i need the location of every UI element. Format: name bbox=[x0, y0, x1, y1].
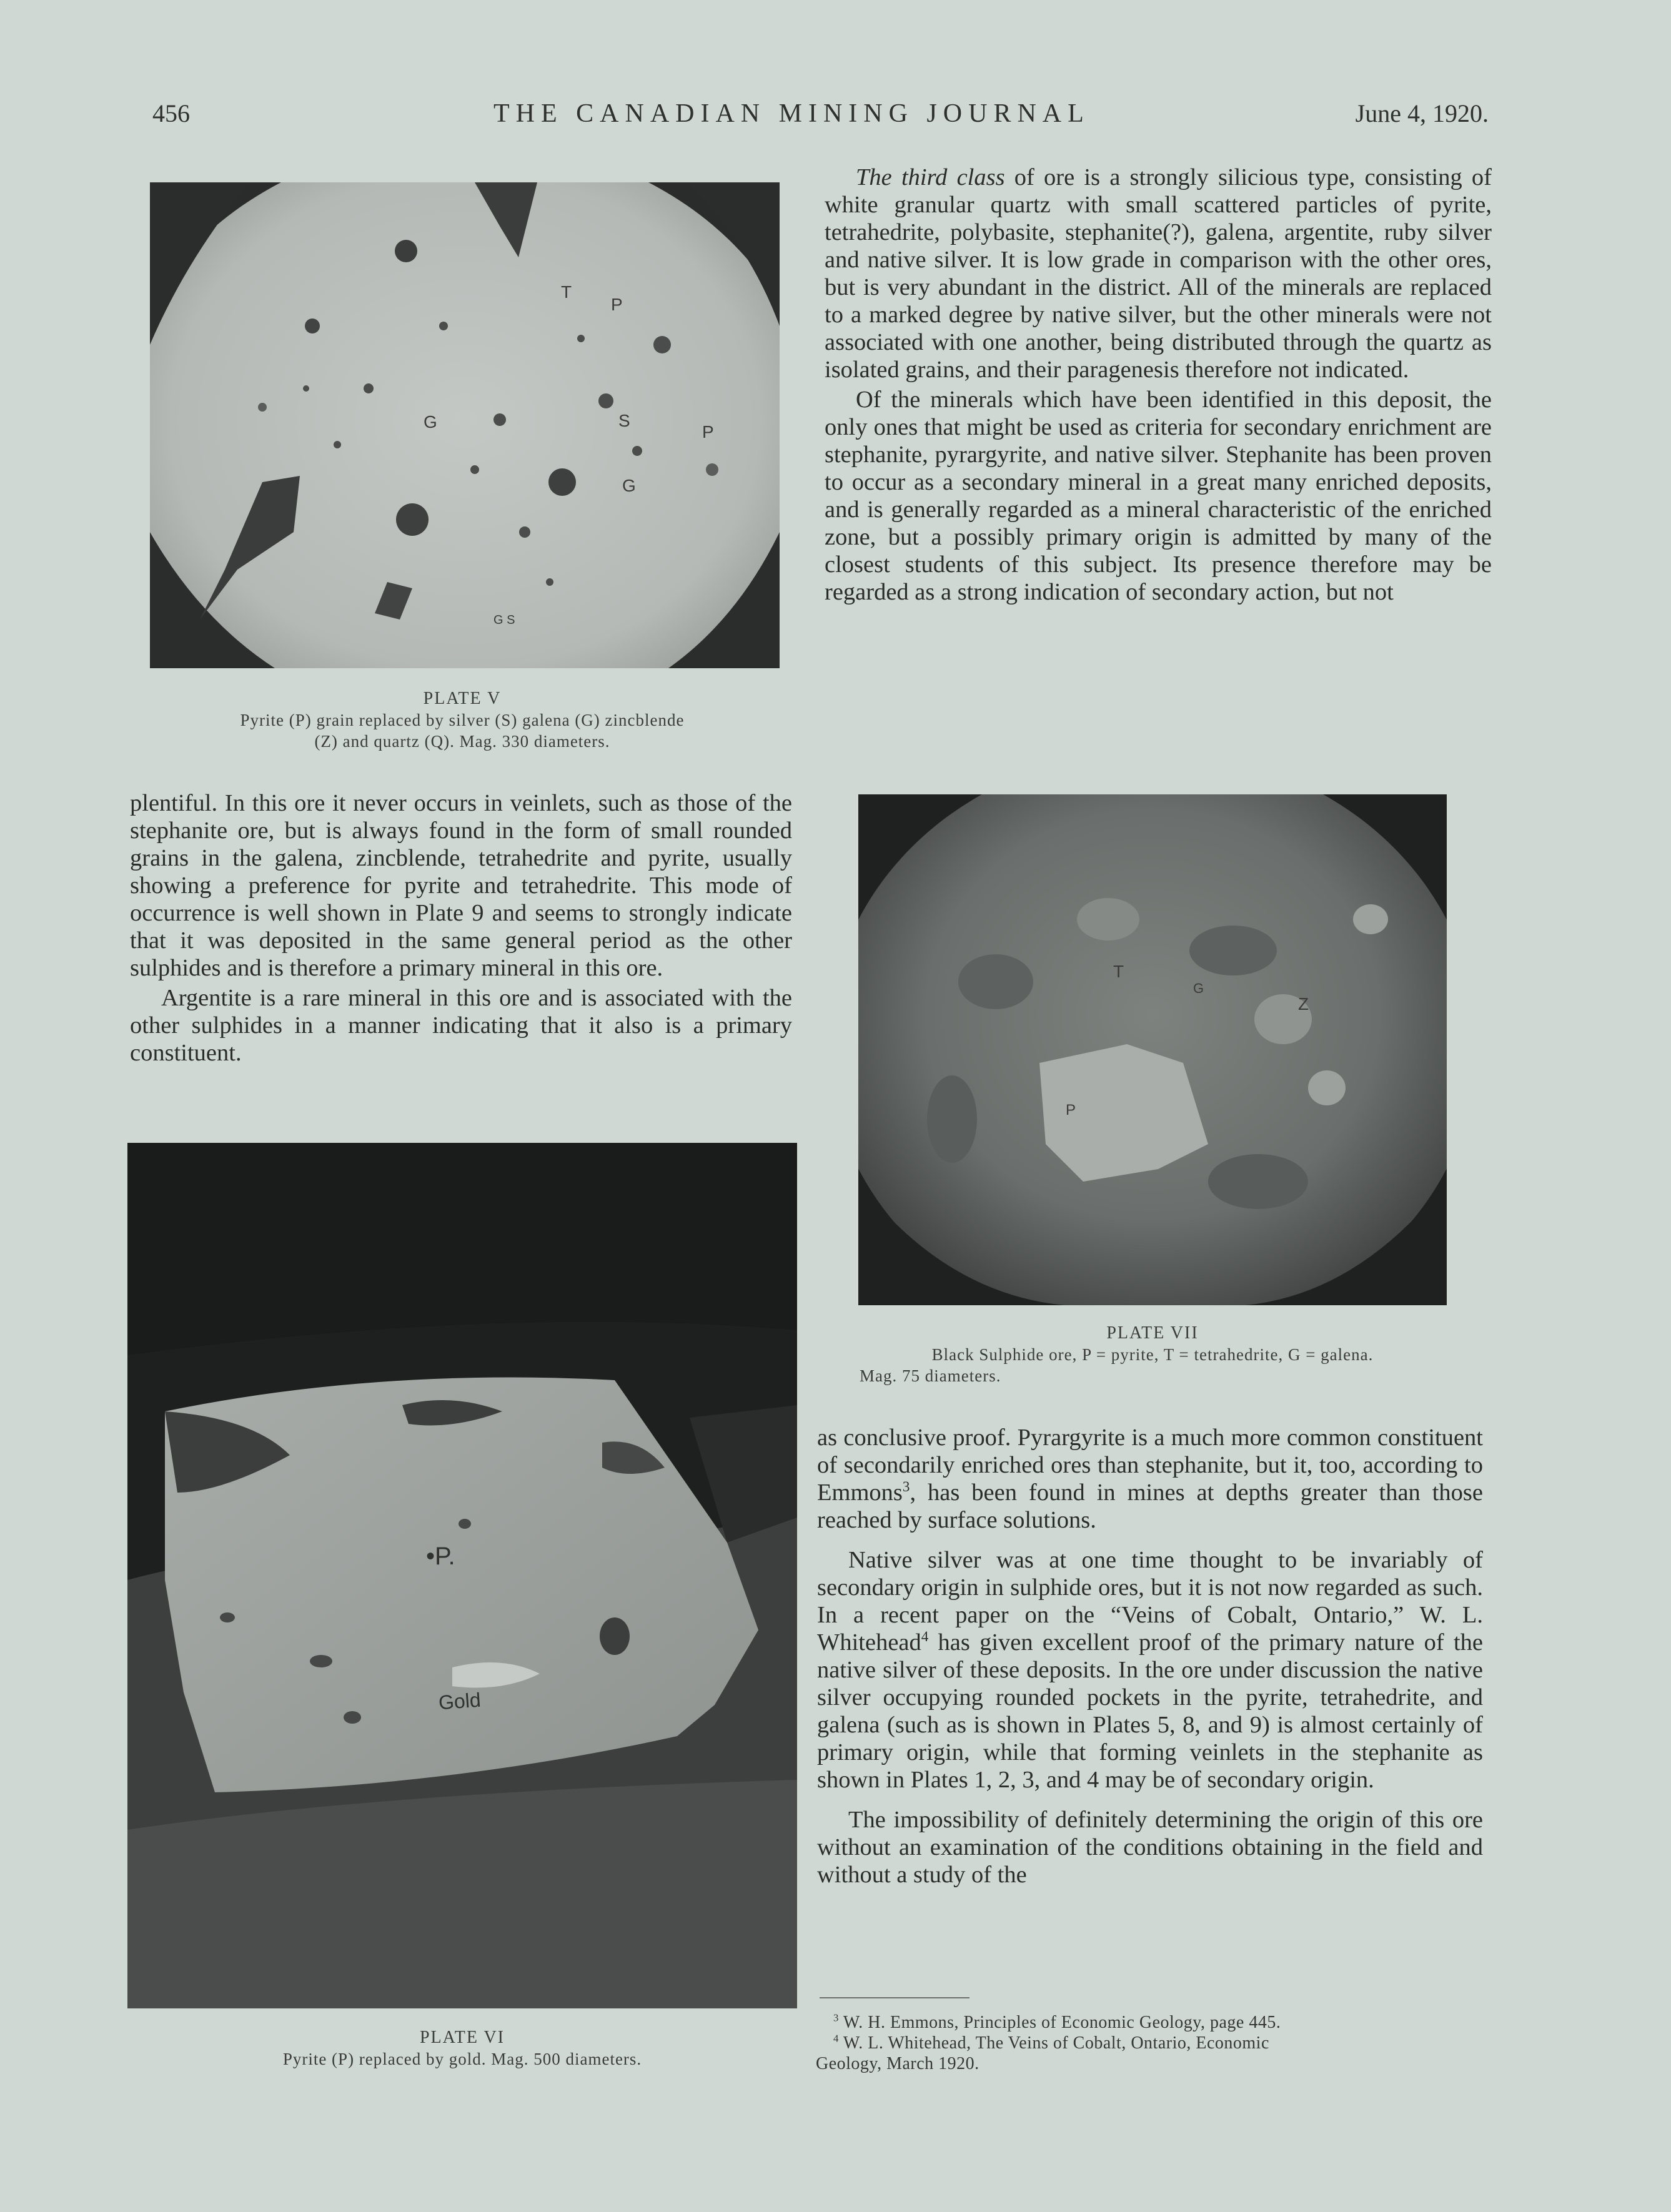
footnote-4 bbox=[833, 2033, 1489, 2053]
plate5-micrograph bbox=[150, 182, 780, 668]
plate6-photo bbox=[127, 1143, 797, 2008]
plate7-micrograph bbox=[858, 794, 1447, 1305]
plate5-label-t: T bbox=[561, 282, 572, 302]
right-column-bottom bbox=[817, 1424, 1483, 1889]
left-column-middle bbox=[130, 789, 792, 1067]
plate5-label-p1: P bbox=[611, 295, 623, 314]
page-number: 456 bbox=[152, 99, 190, 127]
footnote-ref-4: 4 bbox=[921, 1628, 929, 1645]
paragraph-plentiful: plentiful. In this ore it never occurs in veinlets, such as those of the stephanite ore, but is always found in the form of small rounded grains in the galena, zincblende, tetrahedrite and pyrite, usually showing a preference for pyrite and tetrahedrite. This mode of occurrence is well shown in Plate 9 and seems to strongly indicate that it was deposited in the same general period as the other sulphides and is therefore a primary mineral in this ore. bbox=[130, 790, 792, 981]
plate6-label-p: •P. bbox=[426, 1543, 455, 1570]
plate7-label-t: T bbox=[1113, 962, 1124, 981]
paragraph-criteria: Of the minerals which have been identified in this deposit, the only ones that might be used as criteria for secondary enrichment are stephanite, pyrargyrite, and native silver. Stephanite has been proven to occur as a secondary mineral in a great many enriched deposits, and is generally regarded as a mineral characteristic of the enriched zone, but a possibly primary origin is admitted by many of the closest students of this subject. Its presence therefore may be regarded as a strong indication of secondary action, but not bbox=[825, 387, 1492, 605]
plate7-caption bbox=[818, 1323, 1487, 1386]
plate5-label-g1: G bbox=[424, 412, 437, 432]
plate7-photo bbox=[858, 794, 1447, 1305]
footnote-4-text-a: W. L. Whitehead, The Veins of Cobalt, Ontario, Economic bbox=[838, 2033, 1269, 2053]
plate5-label-gs: G S bbox=[493, 613, 515, 627]
plate6-micrograph bbox=[127, 1143, 797, 2008]
footnote-4-continued: Geology, March 1920. bbox=[816, 2054, 979, 2073]
paragraph-conclusive-proof bbox=[817, 1424, 1483, 1534]
paragraph-native-silver bbox=[817, 1546, 1483, 1794]
issue-date: June 4, 1920. bbox=[1355, 99, 1489, 127]
plate6-caption bbox=[125, 2027, 800, 2070]
plate6-title: PLATE VI bbox=[419, 2028, 505, 2047]
plate6-caption-text: Pyrite (P) replaced by gold. Mag. 500 diameters. bbox=[282, 2050, 642, 2068]
native-silver-text-b: has given excellent proof of the primary nature of the native silver of these deposits. In the ore under discussion the native silver occupying rounded pockets in the pyrite, tetrahedrite, and galena (such as is shown in Plates 5, 8, and 9) is almost certainly of primary origin, while that forming veinlets in the stephanite as shown in Plates 1, 2, 3, and 4 may be of secondary origin. bbox=[817, 1629, 1483, 1793]
plate5-label-p2: P bbox=[702, 422, 714, 442]
plate7-title: PLATE VII bbox=[1106, 1323, 1199, 1343]
plate5-caption bbox=[112, 688, 812, 752]
right-column-top bbox=[825, 164, 1492, 606]
plate7-label-z: Z bbox=[1298, 994, 1309, 1014]
footnote-rule bbox=[820, 1997, 969, 1998]
plate7-caption-line1: Black Sulphide ore, P = pyrite, T = tetrahedrite, G = galena. bbox=[931, 1345, 1374, 1364]
native-silver-text-a: Native silver was at one time thought to be invariably of secondary origin in sulphide ores, but it is not now regarded as such. In a recent paper on the “Veins of Cobalt, Ontario,” W. L. Whitehead bbox=[817, 1547, 1483, 1656]
paragraph-argentite: Argentite is a rare mineral in this ore and is associated with the other sulphides in a manner indicating that it also is a primary constituent. bbox=[130, 985, 792, 1066]
plate5-title: PLATE V bbox=[423, 689, 502, 708]
plate6-label-gold: Gold bbox=[437, 1688, 482, 1714]
conclusive-proof-text-a: as conclusive proof. Pyrargyrite is a much more common constituent of secondarily enriched ores than stephanite, but it, too, according to Emmons bbox=[817, 1424, 1483, 1506]
plate7-label-g: G bbox=[1193, 980, 1204, 996]
footnote-ref-3: 3 bbox=[902, 1478, 910, 1495]
plate7-caption-line2: Mag. 75 diameters. bbox=[860, 1366, 1001, 1385]
footnote-3-mark: 3 bbox=[833, 2012, 839, 2024]
footnote-3-text: W. H. Emmons, Principles of Economic Geology, page 445. bbox=[838, 2013, 1281, 2032]
plate5-caption-line2: (Z) and quartz (Q). Mag. 330 diameters. bbox=[314, 732, 610, 751]
plate5-label-g2: G bbox=[622, 476, 636, 495]
plate7-label-p: P bbox=[1066, 1102, 1076, 1118]
plate5-label-s: S bbox=[618, 411, 630, 430]
footnote-4-mark: 4 bbox=[833, 2032, 839, 2045]
paragraph-impossibility: The impossibility of definitely determining the origin of this ore without an examination of the conditions obtaining in the field and without a study of the bbox=[817, 1807, 1483, 1888]
third-class-lead: The third class bbox=[856, 164, 1005, 190]
third-class-text: of ore is a strongly silicious type, consisting of white granular quartz with small scattered particles of pyrite, tetrahedrite, polybasite, stephanite(?), galena, argentite, ruby silver and native silver. It is low grade in comparison with the other ores, but is very abundant in the district. All of the minerals are replaced to a marked degree by native silver, but the other minerals were not associated with one another, being distributed through the quartz as isolated grains, and their paragenesis therefore not indicated. bbox=[825, 164, 1492, 383]
plate5-photo bbox=[150, 182, 780, 668]
journal-title: THE CANADIAN MINING JOURNAL bbox=[493, 99, 1090, 128]
paragraph-third-class bbox=[825, 164, 1492, 383]
plate5-caption-line1: Pyrite (P) grain replaced by silver (S) galena (G) zincblende bbox=[240, 711, 685, 729]
footnote-3 bbox=[833, 2012, 1489, 2033]
conclusive-proof-text-b: , has been found in mines at depths greater than those reached by surface solutions. bbox=[817, 1479, 1483, 1533]
footnotes bbox=[816, 2012, 1489, 2074]
